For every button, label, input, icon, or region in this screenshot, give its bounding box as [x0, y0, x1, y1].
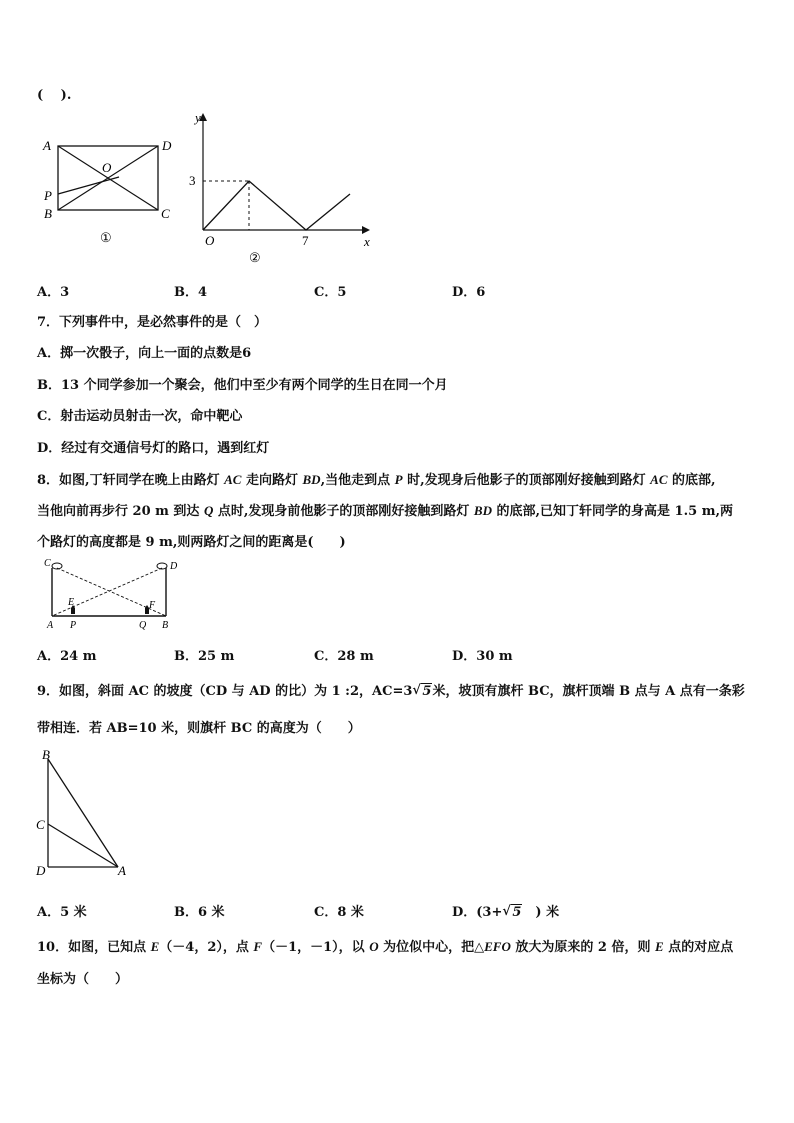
label-d: D [36, 863, 46, 878]
label-q: Q [139, 620, 147, 631]
label-o: O [102, 160, 112, 175]
label-b: B [44, 206, 52, 221]
q7-option-a: A．掷一次骰子，向上一面的点数是6 [37, 346, 252, 361]
q6-paren: ( ). [37, 88, 72, 103]
q8-line-2: 当他向前再步行 20 m 到达 Q 点时,发现身前他影子的顶部刚好接触到路灯 BD 的底部,已知丁轩同学的身高是 1.5 m,两 [37, 503, 733, 519]
q8-line-1: 8．如图,丁轩同学在晚上由路灯 AC 走向路灯 BD,当他走到点 P 时,发现身后他影子的顶部刚好接触到路灯 AC 的底部, [37, 472, 716, 488]
label-a: A [43, 138, 51, 153]
q8-option-c: C．28 m [314, 649, 374, 664]
caption-1: ① [100, 230, 112, 245]
x-arrow-icon [362, 226, 370, 234]
sqrt-icon: √ 5 [502, 904, 522, 920]
label-x: x [364, 234, 370, 249]
q7-option-d: D．经过有交通信号灯的路口，遇到红灯 [37, 441, 270, 456]
q8-figure [42, 558, 184, 632]
label-e: E [68, 597, 75, 608]
label-d: D [162, 138, 172, 153]
q9-option-a: A．5 米 [37, 905, 87, 920]
segment-po [58, 177, 119, 194]
q6-option-d: D．6 [452, 285, 486, 300]
q10-line-2: 坐标为（ ） [37, 972, 129, 987]
label-origin: O [205, 233, 215, 248]
label-b: B [162, 620, 169, 631]
label-seven: 7 [302, 233, 309, 248]
q6-figure-1 [38, 130, 180, 248]
label-y: y [195, 110, 201, 125]
q6-option-b: B．4 [174, 285, 208, 300]
q7-option-c: C．射击运动员射击一次，命中靶心 [37, 409, 243, 424]
caption-2: ② [249, 250, 261, 265]
q6-option-a: A．3 [37, 285, 70, 300]
q9-line-2: 带相连．若 AB=10 米，则旗杆 BC 的高度为（ ） [37, 721, 361, 736]
label-three: 3 [189, 173, 196, 188]
label-c: C [161, 206, 170, 221]
q8-option-b: B．25 m [174, 649, 235, 664]
q9-figure [34, 745, 134, 879]
ribbon-ba [48, 759, 118, 867]
label-c: C [44, 558, 51, 569]
q8-line-3: 个路灯的高度都是 9 m,则两路灯之间的距离是( ) [37, 535, 346, 550]
q9-option-b: B．6 米 [174, 905, 225, 920]
slope-ca [48, 824, 118, 867]
q9-option-c: C．8 米 [314, 905, 364, 920]
q6-figure-2 [178, 108, 380, 266]
q10-line-1: 10．如图，已知点 E（－4，2），点 F（－1，－1），以 O 为位似中心，把△EFO 放大为原来的 2 倍，则 E 点的对应点 [37, 939, 734, 955]
label-p: P [70, 620, 77, 631]
label-b: B [42, 747, 50, 762]
q8-option-d: D．30 m [452, 649, 513, 664]
q9-option-d: D．(3+ √ 5 ) 米 [452, 904, 560, 920]
q7-stem: 7．下列事件中，是必然事件的是（ ） [37, 315, 268, 330]
label-p: P [44, 188, 52, 203]
label-f: F [149, 600, 156, 611]
q9-line-1: 9．如图，斜面 AC 的坡度（CD 与 AD 的比）为 1 :2，AC=3 √ 5米，坡顶有旗杆 BC，旗杆顶端 B 点与 A 点有一条彩 [37, 683, 745, 699]
q6-option-c: C．5 [314, 285, 347, 300]
graph-line [203, 181, 350, 230]
label-c: C [36, 817, 45, 832]
sqrt-icon: √ 5 [412, 683, 432, 699]
label-a: A [47, 620, 54, 631]
q8-option-a: A．24 m [37, 649, 97, 664]
label-d: D [170, 561, 178, 572]
q7-option-b: B．13 个同学参加一个聚会，他们中至少有两个同学的生日在同一个月 [37, 378, 448, 393]
label-a: A [118, 863, 126, 878]
